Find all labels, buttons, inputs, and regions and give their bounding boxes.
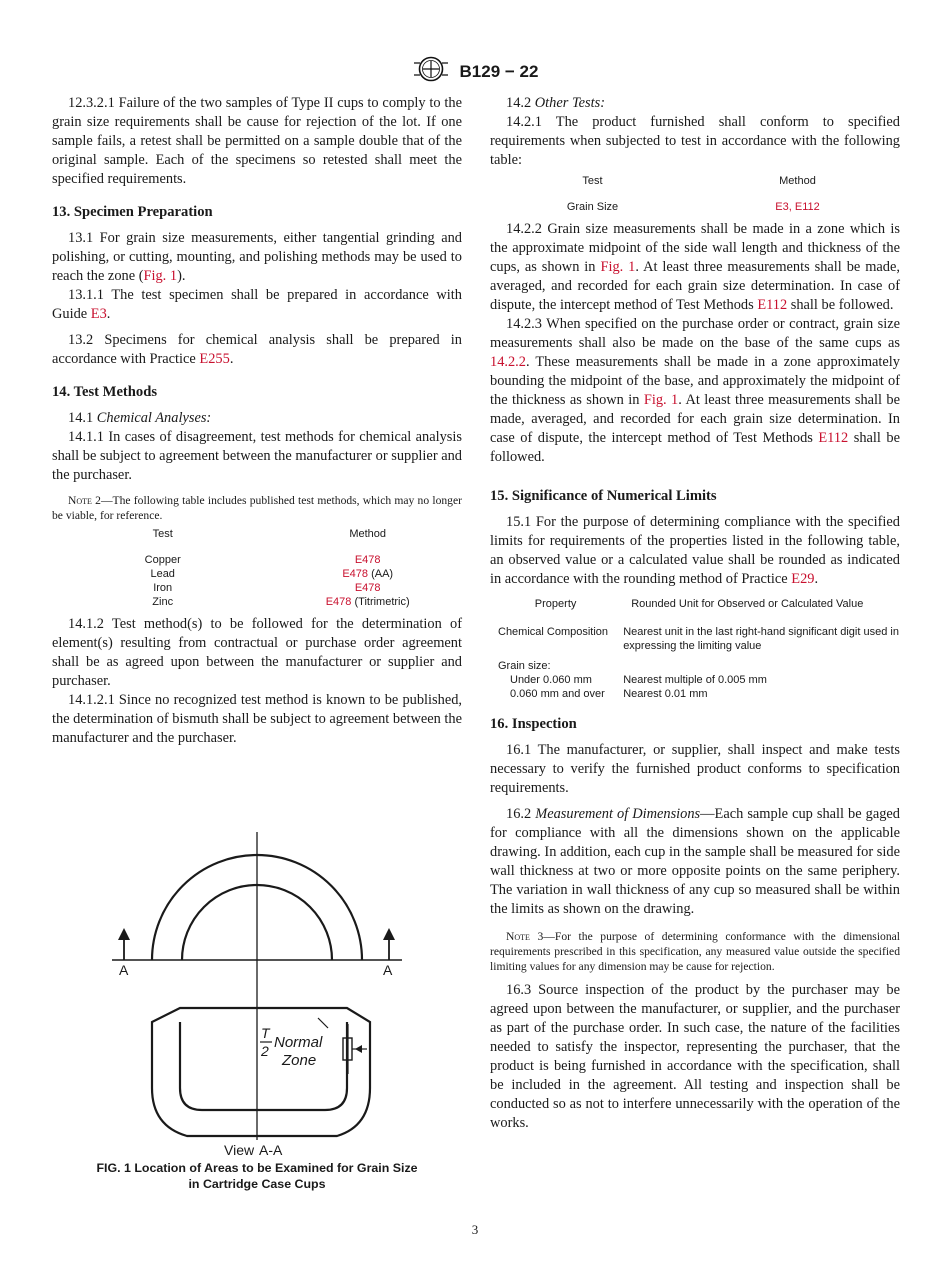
method-link[interactable]: E478 [325,596,352,608]
cell-value: Nearest 0.01 mm [623,688,708,700]
method-link[interactable]: E3 [775,201,789,213]
para-12-3-2-1: 12.3.2.1 Failure of the two samples of Type II cups to comply to the grain size requirements shall be cause for rejection of the lot. If one sample fails, a retest shall be permitted on a sample double that of the original sample. Each of the specimens so retested shall meet the specified requirements. [52,95,462,187]
col-header-property: Property [534,598,577,610]
designation: B129 − 22 [459,61,539,81]
spacer [695,188,900,200]
para-16-3: 16.3 Source inspection of the product by the purchaser may be agreed upon between the manufacturer, or supplier, and the purchaser as part of the purchase order. In such case, the nature of the facilities needed to satisfy the inspector, representing the purchaser, that the product is being furnished in accordance with the specification, shall be included in the agreement. All testing and inspection shall be conducted so as not to interfere unnecessarily with the operation of the works. [490,982,900,1131]
note-3 [490,929,900,974]
cell-property-group: Grain size: [498,660,551,672]
table-row [490,625,900,653]
cross-reference-link[interactable]: 14.2.2 [490,354,526,370]
label-a-right: A [383,962,393,978]
heading-14: 14. Test Methods [52,384,158,400]
heading-16: 16. Inspection [490,716,577,732]
left-column [52,94,462,748]
caption-line-2: in Cartridge Case Cups [188,1177,326,1191]
label-view-aa: A-A [259,1142,283,1158]
table-row [52,595,462,609]
table-row [490,673,900,687]
figure-caption [52,1160,462,1192]
method-link[interactable]: E478 [354,582,381,594]
cross-reference-link[interactable]: E3 [90,306,107,322]
cell-method [273,553,462,567]
cross-reference-link[interactable]: Fig. 1 [143,268,178,284]
grain-size-table [490,174,900,214]
table-row [490,687,900,701]
para-14-1-2: 14.1.2 Test method(s) to be followed for the determination of element(s) resulting from contractual or purchase order agreement shall be as agreed upon between the manufacturer or supplier and purchaser. [52,616,462,689]
col-header-test: Test [582,175,603,187]
astm-logo-icon [412,56,450,87]
para-title: Measurement of Dimensions [535,806,701,822]
para-15-1: 15.1 For the purpose of determining compliance with the specified limits for requirements of the properties listed in the following table, an observed value or a calculated value shall be rounded as indicated in accordance with the rounding method of Practice E29. [490,514,900,587]
page-header [0,56,950,87]
para-14-1-1: 14.1.1 In cases of disagreement, test methods for chemical analysis shall be subject to agreement between the manufacturer or supplier and the purchaser. [52,429,462,483]
chem-methods-table [52,527,462,609]
para-title: Chemical Analyses: [96,410,212,426]
col-header-method: Method [349,528,387,540]
para-14-2-1: 14.2.1 The product furnished shall conform to specified requirements when subjected to test in accordance with the following table: [490,114,900,168]
rounding-table [490,597,900,701]
para-13-1-1: 13.1.1 The test specimen shall be prepared in accordance with Guide E3. [52,287,462,322]
right-column [490,94,900,1133]
cell-property: Under 0.060 mm [510,674,592,686]
para-16-2 [490,805,900,919]
col-header-method: Method [779,175,816,187]
col-header-test: Test [152,528,173,540]
table-row [52,581,462,595]
para-number: 14.2 [506,95,535,111]
spacer [52,541,273,553]
label-normal: Normal [274,1034,323,1051]
para-14-2-2: 14.2.2 Grain size measurements shall be made in a zone which is the approximate midpoint of the side wall length and thickness of the cups, as shown in Fig. 1. At least three measurements shall be made, averaged, and recorded for each grain size determination. In case of dispute, the intercept method of Test Methods E112 shall be followed. [490,221,900,313]
para-14-1 [52,409,462,428]
method-suffix: (AA) [368,568,394,580]
para-14-2 [490,94,900,113]
method-separator: , [788,201,795,213]
spacer [490,611,621,625]
para-16-1: 16.1 The manufacturer, or supplier, shall inspect and make tests necessary to verify the furnished product conforms to specification requirements. [490,742,900,796]
spacer [621,611,900,625]
spacer [273,541,462,553]
fraction-numerator: T [261,1025,270,1041]
table-row [52,567,462,581]
heading-13: 13. Specimen Preparation [52,204,213,220]
cell-method [273,595,462,609]
fraction-denominator: 2 [261,1043,269,1059]
heading-15: 15. Significance of Numerical Limits [490,488,717,504]
method-suffix: (Titrimetric) [351,596,410,608]
para-14-2-3: 14.2.3 When specified on the purchase order or contract, grain size measurements shall also be made on the base of the same cups as 14.2.2. These measurements shall be made in a zone approximately bounding the midpoint of the base, and approximately the midpoint of the thickness as shown in Fig. 1. At least three measurements shall be made, averaged, and recorded for each grain size determination. In case of dispute, the intercept method of Test Methods E112 shall be followed. [490,316,900,465]
cell-test: Zinc [152,596,174,608]
para-text: —Each sample cup shall be gaged for compliance with all the dimensions shown on the applicable drawing. In addition, each cup in the sample shall be measured for side wall thickness at two or more opposite points on the same periphery. The variation in wall thickness of any cup so measured shall be within the limits as shown on the drawing. [490,806,900,917]
note-text: 3—For the purpose of determining conformance with the dimensional requirements prescribed in this specification, any measured value outside the specified limiting values for any dimension may be cause for rejection. [490,930,900,973]
table-row [52,553,462,567]
para-14-1-2-1: 14.1.2.1 Since no recognized test method is known to be published, the determination of bismuth shall be subject to agreement between the manufacturer and the purchaser. [52,692,463,746]
cell-test: Lead [150,568,175,580]
col-header-rounded-unit: Rounded Unit for Observed or Calculated Value [631,598,864,610]
cell-value: Nearest multiple of 0.005 mm [623,674,767,686]
cross-reference-link[interactable]: E29 [791,571,815,587]
page-number: 3 [471,1222,479,1237]
table-row [490,200,900,214]
cell-property: 0.060 mm and over [510,688,605,700]
para-number: 14.1 [68,410,97,426]
para-title: Other Tests: [534,95,606,111]
method-link[interactable]: E478 [342,568,369,580]
cross-reference-link[interactable]: E112 [757,297,788,313]
note-text: 2—The following table includes published test methods, which may no longer be viable, for reference. [52,494,462,522]
method-link[interactable]: E478 [354,554,381,566]
label-view: View [224,1142,255,1158]
cell-method [273,581,462,595]
spacer [490,188,695,200]
note-label: Note [506,930,530,943]
figure-1 [52,820,462,1165]
cell-test: Grain Size [566,201,619,213]
para-number: 16.2 [506,806,536,822]
note-2 [52,493,462,523]
cross-reference-link[interactable]: Fig. 1 [600,259,636,275]
cup-section-diagram [52,820,462,1160]
label-a-left: A [119,962,129,978]
cell-test: Copper [144,554,181,566]
cell-method [695,200,900,214]
para-13-2: 13.2 Specimens for chemical analysis shall be prepared in accordance with Practice E255. [52,332,462,367]
cell-test: Iron [153,582,173,594]
caption-line-1: FIG. 1 Location of Areas to be Examined for Grain Size [96,1161,418,1175]
cross-reference-link[interactable]: E255 [199,351,230,367]
cross-reference-link[interactable]: Fig. 1 [643,392,679,408]
cell-property: Chemical Composition [498,626,609,638]
spacer [621,653,900,673]
para-13-1: 13.1 For grain size measurements, either tangential grinding and polishing, or cutting, mounting, and polishing methods may be used to reach the zone (Fig. 1). [52,230,462,284]
label-zone: Zone [282,1052,317,1069]
cross-reference-link[interactable]: E112 [818,430,849,446]
cell-value: Nearest unit in the last right-hand significant digit used in expressing the limiting value [623,626,899,652]
cell-method [273,567,462,581]
note-label: Note [68,494,92,507]
method-link[interactable]: E112 [794,201,820,213]
